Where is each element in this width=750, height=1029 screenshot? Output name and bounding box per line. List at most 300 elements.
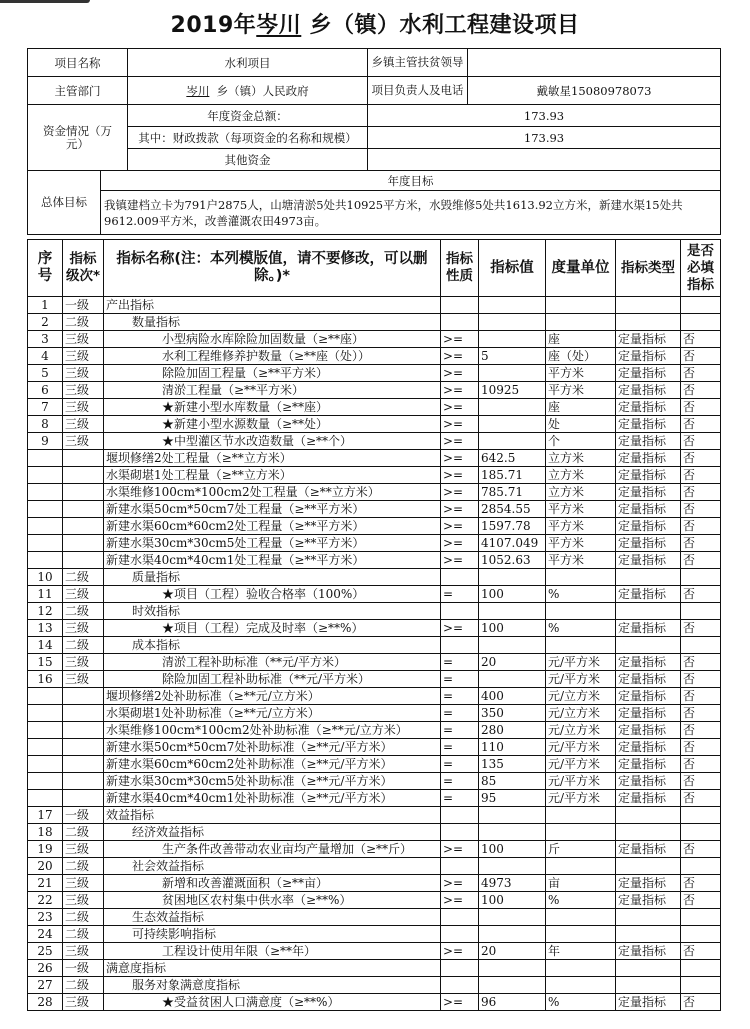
cell-unit bbox=[546, 909, 616, 926]
cell-seq: 25 bbox=[28, 943, 63, 960]
fiscal-value: 173.93 bbox=[368, 127, 721, 149]
cell-required: 否 bbox=[681, 892, 721, 909]
cell-type: 定量指标 bbox=[616, 450, 681, 467]
table-row bbox=[28, 671, 721, 688]
cell-unit: 平方米 bbox=[546, 535, 616, 552]
cell-seq bbox=[28, 450, 63, 467]
cell-seq bbox=[28, 790, 63, 807]
cell-level: 一级 bbox=[63, 807, 104, 824]
cell-level: 三级 bbox=[63, 671, 104, 688]
row-department bbox=[28, 77, 721, 105]
cell-required bbox=[681, 909, 721, 926]
header-level: 指标级次* bbox=[63, 240, 104, 297]
cell-required bbox=[681, 824, 721, 841]
cell-level: 三级 bbox=[63, 994, 104, 1011]
table-row bbox=[28, 756, 721, 773]
cell-name: 新建水渠60cm*60cm2处补助标准（≥**元/平方米） bbox=[104, 756, 441, 773]
cell-required bbox=[681, 637, 721, 654]
table-row bbox=[28, 994, 721, 1011]
cell-seq: 19 bbox=[28, 841, 63, 858]
cell-seq bbox=[28, 739, 63, 756]
cell-seq bbox=[28, 535, 63, 552]
cell-level: 三级 bbox=[63, 875, 104, 892]
cell-level: 二级 bbox=[63, 824, 104, 841]
cell-type: 定量指标 bbox=[616, 756, 681, 773]
table-row bbox=[28, 382, 721, 399]
cell-nature bbox=[441, 569, 479, 586]
row-project-name bbox=[28, 49, 721, 77]
cell-seq bbox=[28, 773, 63, 790]
cell-type bbox=[616, 926, 681, 943]
cell-seq: 3 bbox=[28, 331, 63, 348]
cell-level bbox=[63, 688, 104, 705]
cell-value: 350 bbox=[479, 705, 546, 722]
cell-required: 否 bbox=[681, 484, 721, 501]
cell-level: 一级 bbox=[63, 960, 104, 977]
cell-seq bbox=[28, 756, 63, 773]
cell-type: 定量指标 bbox=[616, 841, 681, 858]
cell-value: 135 bbox=[479, 756, 546, 773]
row-goal-header bbox=[28, 171, 721, 191]
cell-unit: 元/平方米 bbox=[546, 739, 616, 756]
table-row bbox=[28, 977, 721, 994]
cell-name: 堰坝修缮2处工程量（≥**立方米） bbox=[104, 450, 441, 467]
cell-unit bbox=[546, 977, 616, 994]
cell-type bbox=[616, 314, 681, 331]
cell-value bbox=[479, 331, 546, 348]
cell-seq: 17 bbox=[28, 807, 63, 824]
cell-nature bbox=[441, 909, 479, 926]
cell-level: 三级 bbox=[63, 382, 104, 399]
cell-nature bbox=[441, 637, 479, 654]
cell-type: 定量指标 bbox=[616, 688, 681, 705]
table-row bbox=[28, 314, 721, 331]
cell-name: ★项目（工程）完成及时率（≥**%） bbox=[104, 620, 441, 637]
table-row bbox=[28, 807, 721, 824]
cell-value: 85 bbox=[479, 773, 546, 790]
cell-unit: 元/立方米 bbox=[546, 705, 616, 722]
cell-name: ★新建小型水库数量（≥**座） bbox=[104, 399, 441, 416]
cell-name: 新建水渠30cm*30cm5处工程量（≥**平方米） bbox=[104, 535, 441, 552]
table-row bbox=[28, 518, 721, 535]
cell-level: 三级 bbox=[63, 841, 104, 858]
cell-type: 定量指标 bbox=[616, 365, 681, 382]
cell-value bbox=[479, 399, 546, 416]
cell-seq: 11 bbox=[28, 586, 63, 603]
cell-name: 小型病险水库除险加固数量（≥**座） bbox=[104, 331, 441, 348]
cell-nature: >= bbox=[441, 552, 479, 569]
cell-unit bbox=[546, 926, 616, 943]
cell-level bbox=[63, 756, 104, 773]
cell-required: 否 bbox=[681, 943, 721, 960]
cell-seq: 14 bbox=[28, 637, 63, 654]
cell-level bbox=[63, 790, 104, 807]
cell-required: 否 bbox=[681, 399, 721, 416]
table-row bbox=[28, 620, 721, 637]
cell-seq bbox=[28, 552, 63, 569]
table-row bbox=[28, 841, 721, 858]
cell-value: 785.71 bbox=[479, 484, 546, 501]
cell-name: 贫困地区农村集中供水率（≥**%） bbox=[104, 892, 441, 909]
cell-value bbox=[479, 909, 546, 926]
cell-required: 否 bbox=[681, 348, 721, 365]
cell-unit: 平方米 bbox=[546, 518, 616, 535]
department-value bbox=[128, 77, 368, 105]
cell-nature: = bbox=[441, 722, 479, 739]
cell-required: 否 bbox=[681, 365, 721, 382]
cell-name: 除险加固工程补助标准（**元/平方米） bbox=[104, 671, 441, 688]
cell-level: 二级 bbox=[63, 858, 104, 875]
cell-nature: >= bbox=[441, 331, 479, 348]
cell-seq: 16 bbox=[28, 671, 63, 688]
cell-level bbox=[63, 739, 104, 756]
cell-level: 三级 bbox=[63, 399, 104, 416]
row-other-funds bbox=[28, 149, 721, 171]
row-goal-text bbox=[28, 191, 721, 235]
cell-unit bbox=[546, 637, 616, 654]
cell-nature: >= bbox=[441, 892, 479, 909]
cell-required bbox=[681, 314, 721, 331]
header-name: 指标名称(注：本列模版值，请不要修改，可以删除。)* bbox=[104, 240, 441, 297]
cell-type bbox=[616, 909, 681, 926]
cell-name: 水渠维修100cm*100cm2处补助标准（≥**元/立方米） bbox=[104, 722, 441, 739]
cell-unit: 平方米 bbox=[546, 552, 616, 569]
cell-required: 否 bbox=[681, 382, 721, 399]
cell-unit: 亩 bbox=[546, 875, 616, 892]
cell-value bbox=[479, 297, 546, 314]
cell-unit bbox=[546, 569, 616, 586]
cell-type: 定量指标 bbox=[616, 875, 681, 892]
table-row bbox=[28, 773, 721, 790]
cell-unit: 个 bbox=[546, 433, 616, 450]
indicator-rows bbox=[28, 297, 721, 1011]
cell-level: 三级 bbox=[63, 586, 104, 603]
cell-required bbox=[681, 977, 721, 994]
cell-unit bbox=[546, 824, 616, 841]
cell-level bbox=[63, 552, 104, 569]
cell-level: 二级 bbox=[63, 926, 104, 943]
cell-nature bbox=[441, 824, 479, 841]
table-row bbox=[28, 501, 721, 518]
cell-name: 新增和改善灌溉面积（≥**亩） bbox=[104, 875, 441, 892]
cell-name: ★受益贫困人口满意度（≥**%） bbox=[104, 994, 441, 1011]
cell-type bbox=[616, 603, 681, 620]
goal-side-label: 总体目标 bbox=[28, 171, 101, 235]
table-row bbox=[28, 586, 721, 603]
cell-unit: 座 bbox=[546, 399, 616, 416]
fiscal-label: 其中：财政拨款（每项资金的名称和规模） bbox=[128, 127, 368, 149]
cell-type: 定量指标 bbox=[616, 501, 681, 518]
row-annual-total bbox=[28, 105, 721, 127]
cell-name: 工程设计使用年限（≥**年） bbox=[104, 943, 441, 960]
table-row bbox=[28, 535, 721, 552]
cell-value bbox=[479, 807, 546, 824]
cell-value: 400 bbox=[479, 688, 546, 705]
cell-required: 否 bbox=[681, 654, 721, 671]
cell-name: 除险加固工程量（≥**平方米） bbox=[104, 365, 441, 382]
cell-unit: 元/平方米 bbox=[546, 790, 616, 807]
cell-level: 二级 bbox=[63, 314, 104, 331]
cell-value bbox=[479, 858, 546, 875]
cell-seq: 22 bbox=[28, 892, 63, 909]
cell-type bbox=[616, 569, 681, 586]
table-row bbox=[28, 365, 721, 382]
cell-type bbox=[616, 977, 681, 994]
cell-type: 定量指标 bbox=[616, 467, 681, 484]
cell-level: 三级 bbox=[63, 365, 104, 382]
table-row bbox=[28, 824, 721, 841]
header-required: 是否必填指标 bbox=[681, 240, 721, 297]
responsible-label: 项目负责人及电话 bbox=[368, 77, 468, 105]
cell-unit: 元/立方米 bbox=[546, 722, 616, 739]
cell-type: 定量指标 bbox=[616, 399, 681, 416]
table-row bbox=[28, 875, 721, 892]
cell-nature: >= bbox=[441, 620, 479, 637]
cell-seq: 8 bbox=[28, 416, 63, 433]
table-row bbox=[28, 552, 721, 569]
cell-value bbox=[479, 603, 546, 620]
cell-unit: 斤 bbox=[546, 841, 616, 858]
cell-level: 三级 bbox=[63, 620, 104, 637]
cell-seq: 9 bbox=[28, 433, 63, 450]
table-row bbox=[28, 603, 721, 620]
cell-value bbox=[479, 926, 546, 943]
cell-name: 水渠砌堪1处工程量（≥**立方米） bbox=[104, 467, 441, 484]
cell-seq bbox=[28, 484, 63, 501]
cell-name: 新建水渠60cm*60cm2处工程量（≥**平方米） bbox=[104, 518, 441, 535]
cell-type: 定量指标 bbox=[616, 484, 681, 501]
cell-required bbox=[681, 297, 721, 314]
cell-nature bbox=[441, 603, 479, 620]
cell-nature: = bbox=[441, 654, 479, 671]
cell-required: 否 bbox=[681, 416, 721, 433]
cell-seq: 7 bbox=[28, 399, 63, 416]
cell-required bbox=[681, 603, 721, 620]
cell-seq: 4 bbox=[28, 348, 63, 365]
table-row bbox=[28, 960, 721, 977]
cell-required: 否 bbox=[681, 620, 721, 637]
title-rest: 乡（镇）水利工程建设项目 bbox=[301, 13, 580, 38]
cell-nature: >= bbox=[441, 450, 479, 467]
cell-name: 可持续影响指标 bbox=[104, 926, 441, 943]
cell-value: 1052.63 bbox=[479, 552, 546, 569]
cell-type: 定量指标 bbox=[616, 790, 681, 807]
cell-seq: 24 bbox=[28, 926, 63, 943]
header-seq: 序号 bbox=[28, 240, 63, 297]
cell-level bbox=[63, 705, 104, 722]
cell-level: 三级 bbox=[63, 654, 104, 671]
cell-required: 否 bbox=[681, 705, 721, 722]
table-row bbox=[28, 926, 721, 943]
other-funds-value bbox=[368, 149, 721, 171]
cell-type: 定量指标 bbox=[616, 586, 681, 603]
cell-unit bbox=[546, 960, 616, 977]
cell-level: 三级 bbox=[63, 943, 104, 960]
cell-seq: 26 bbox=[28, 960, 63, 977]
cell-nature: = bbox=[441, 705, 479, 722]
cell-value: 95 bbox=[479, 790, 546, 807]
cell-level: 二级 bbox=[63, 909, 104, 926]
cell-level bbox=[63, 501, 104, 518]
cell-seq: 15 bbox=[28, 654, 63, 671]
cell-unit bbox=[546, 603, 616, 620]
cell-name: 数量指标 bbox=[104, 314, 441, 331]
cell-unit: 年 bbox=[546, 943, 616, 960]
cell-unit: 元/平方米 bbox=[546, 671, 616, 688]
cell-value: 20 bbox=[479, 943, 546, 960]
department-town: 岑川 bbox=[186, 83, 210, 98]
cell-required: 否 bbox=[681, 722, 721, 739]
funds-label: 资金情况（万元） bbox=[28, 105, 128, 171]
table-row bbox=[28, 892, 721, 909]
table-row bbox=[28, 705, 721, 722]
page-title bbox=[0, 8, 750, 39]
cell-required: 否 bbox=[681, 331, 721, 348]
cell-nature: >= bbox=[441, 382, 479, 399]
cell-name: 产出指标 bbox=[104, 297, 441, 314]
cell-name: 新建水渠40cm*40cm1处工程量（≥**平方米） bbox=[104, 552, 441, 569]
cell-value bbox=[479, 671, 546, 688]
cell-unit: 平方米 bbox=[546, 382, 616, 399]
cell-unit: % bbox=[546, 620, 616, 637]
cell-nature: >= bbox=[441, 399, 479, 416]
cell-value: 110 bbox=[479, 739, 546, 756]
cell-type: 定量指标 bbox=[616, 705, 681, 722]
cell-required: 否 bbox=[681, 671, 721, 688]
indicator-table bbox=[27, 239, 721, 1011]
cell-unit: 立方米 bbox=[546, 484, 616, 501]
cell-nature: = bbox=[441, 586, 479, 603]
cell-level bbox=[63, 518, 104, 535]
cell-nature: >= bbox=[441, 943, 479, 960]
cell-type: 定量指标 bbox=[616, 773, 681, 790]
cell-nature: >= bbox=[441, 433, 479, 450]
cell-level: 二级 bbox=[63, 977, 104, 994]
cell-nature: = bbox=[441, 790, 479, 807]
cell-required: 否 bbox=[681, 841, 721, 858]
cell-seq: 18 bbox=[28, 824, 63, 841]
cell-seq: 28 bbox=[28, 994, 63, 1011]
cell-nature: >= bbox=[441, 501, 479, 518]
cell-seq: 2 bbox=[28, 314, 63, 331]
cell-name: 时效指标 bbox=[104, 603, 441, 620]
cell-name: 质量指标 bbox=[104, 569, 441, 586]
annual-total-value: 173.93 bbox=[368, 105, 721, 127]
cell-nature: = bbox=[441, 739, 479, 756]
cell-value: 20 bbox=[479, 654, 546, 671]
cell-type: 定量指标 bbox=[616, 739, 681, 756]
cell-name: 新建水渠50cm*50cm7处工程量（≥**平方米） bbox=[104, 501, 441, 518]
cell-seq bbox=[28, 467, 63, 484]
header-unit: 度量单位 bbox=[546, 240, 616, 297]
table-row bbox=[28, 654, 721, 671]
table-row bbox=[28, 909, 721, 926]
cell-level: 三级 bbox=[63, 331, 104, 348]
goal-header: 年度目标 bbox=[101, 171, 721, 191]
cell-required: 否 bbox=[681, 790, 721, 807]
table-row bbox=[28, 943, 721, 960]
cell-value: 10925 bbox=[479, 382, 546, 399]
cell-value: 280 bbox=[479, 722, 546, 739]
cell-nature: = bbox=[441, 688, 479, 705]
cell-level: 二级 bbox=[63, 637, 104, 654]
cell-name: 堰坝修缮2处补助标准（≥**元/立方米） bbox=[104, 688, 441, 705]
cell-nature: >= bbox=[441, 348, 479, 365]
cell-seq bbox=[28, 501, 63, 518]
cell-unit: 元/平方米 bbox=[546, 773, 616, 790]
title-year: 2019年 bbox=[170, 13, 257, 38]
table-row bbox=[28, 569, 721, 586]
cell-name: ★新建小型水源数量（≥**处） bbox=[104, 416, 441, 433]
cell-nature: = bbox=[441, 773, 479, 790]
cell-value bbox=[479, 824, 546, 841]
cell-required: 否 bbox=[681, 586, 721, 603]
responsible-value: 戴敏星15080978073 bbox=[468, 77, 721, 105]
cell-value: 2854.55 bbox=[479, 501, 546, 518]
cell-value: 185.71 bbox=[479, 467, 546, 484]
header-value: 指标值 bbox=[479, 240, 546, 297]
cell-name: ★项目（工程）验收合格率（100%） bbox=[104, 586, 441, 603]
cell-seq bbox=[28, 705, 63, 722]
cell-type bbox=[616, 807, 681, 824]
cell-unit: % bbox=[546, 994, 616, 1011]
cell-value bbox=[479, 569, 546, 586]
cell-name: 社会效益指标 bbox=[104, 858, 441, 875]
cell-level: 三级 bbox=[63, 433, 104, 450]
cell-nature: >= bbox=[441, 518, 479, 535]
table-row bbox=[28, 450, 721, 467]
cell-type: 定量指标 bbox=[616, 348, 681, 365]
cell-type: 定量指标 bbox=[616, 892, 681, 909]
cell-type: 定量指标 bbox=[616, 943, 681, 960]
table-row bbox=[28, 348, 721, 365]
table-row bbox=[28, 297, 721, 314]
cell-name: 新建水渠40cm*40cm1处补助标准（≥**元/平方米） bbox=[104, 790, 441, 807]
cell-value: 96 bbox=[479, 994, 546, 1011]
cell-required: 否 bbox=[681, 875, 721, 892]
cell-seq bbox=[28, 722, 63, 739]
cell-required: 否 bbox=[681, 688, 721, 705]
cell-required: 否 bbox=[681, 756, 721, 773]
cell-unit bbox=[546, 807, 616, 824]
cell-seq: 13 bbox=[28, 620, 63, 637]
cell-type: 定量指标 bbox=[616, 331, 681, 348]
cell-name: 生态效益指标 bbox=[104, 909, 441, 926]
row-fiscal bbox=[28, 127, 721, 149]
cell-name: 效益指标 bbox=[104, 807, 441, 824]
cell-nature bbox=[441, 314, 479, 331]
cell-unit: 座（处） bbox=[546, 348, 616, 365]
cell-seq: 6 bbox=[28, 382, 63, 399]
cell-type: 定量指标 bbox=[616, 994, 681, 1011]
poverty-leader-label: 乡镇主管扶贫领导 bbox=[368, 49, 468, 77]
cell-name: 经济效益指标 bbox=[104, 824, 441, 841]
cell-type: 定量指标 bbox=[616, 382, 681, 399]
cell-level: 三级 bbox=[63, 892, 104, 909]
cell-unit: 处 bbox=[546, 416, 616, 433]
cell-required: 否 bbox=[681, 994, 721, 1011]
table-row bbox=[28, 739, 721, 756]
cell-nature: >= bbox=[441, 535, 479, 552]
cell-level: 三级 bbox=[63, 348, 104, 365]
cell-required bbox=[681, 569, 721, 586]
project-name-value: 水利项目 bbox=[128, 49, 368, 77]
cell-value: 100 bbox=[479, 892, 546, 909]
cell-unit: 立方米 bbox=[546, 450, 616, 467]
cell-type: 定量指标 bbox=[616, 671, 681, 688]
cell-unit: 元/平方米 bbox=[546, 654, 616, 671]
cell-value: 4107.049 bbox=[479, 535, 546, 552]
